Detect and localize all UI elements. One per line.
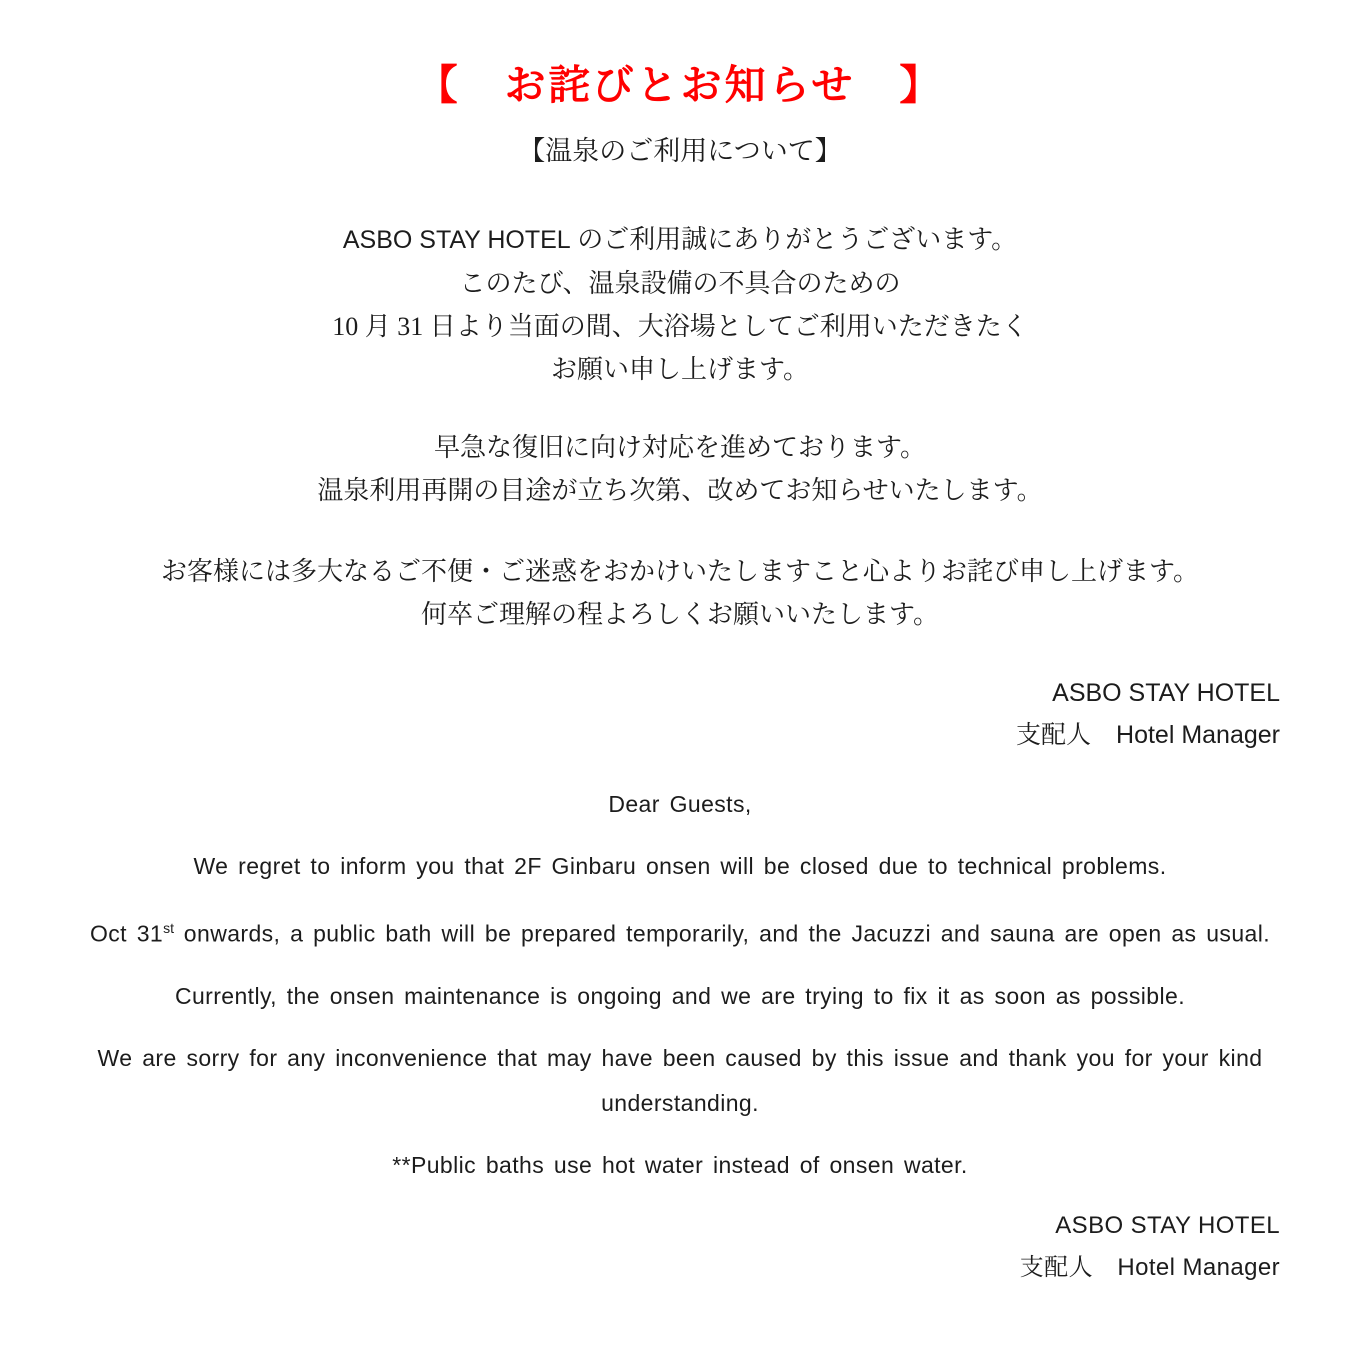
jp-paragraph-restoration <box>80 426 1280 512</box>
japanese-body-section <box>80 218 1280 636</box>
jp-greeting-text: のご利用誠にありがとうございます。 <box>570 225 1018 254</box>
jp-body-line: 温泉利用再開の目途が立ち次第、改めてお知らせいたします。 <box>317 476 1043 505</box>
en-date-rest: onwards, a public bath will be prepared temporarily, and the Jacuzzi and sauna are open as usual. <box>174 920 1271 947</box>
en-date-prefix: Oct 31 <box>89 920 164 947</box>
english-body-section <box>80 782 1280 1188</box>
notice-title: 【 お詫びとお知らせ 】 <box>416 62 944 108</box>
en-signature-hotel: ASBO STAY HOTEL <box>1055 1211 1280 1239</box>
jp-body-line: 早急な復旧に向け対応を進めております。 <box>434 433 926 462</box>
jp-paragraph-greeting <box>80 218 1280 391</box>
en-paragraph-apology: We are sorry for any inconvenience that may have been caused by this issue and thank you for your kind understanding. <box>97 1044 1263 1116</box>
jp-signature-hotel: ASBO STAY HOTEL <box>1052 679 1280 707</box>
jp-body-line: 10 月 31 日より当面の間、大浴場としてご利用いただきたく <box>332 312 1028 341</box>
jp-body-line: このたび、温泉設備の不具合のための <box>459 269 901 298</box>
jp-body-line: お願い申し上げます。 <box>551 355 809 384</box>
en-signature-manager: 支配人 Hotel Manager <box>1019 1253 1280 1281</box>
jp-paragraph-apology <box>80 550 1280 636</box>
en-salutation: Dear Guests, <box>608 791 752 817</box>
jp-body-line: 何卒ご理解の程よろしくお願いいたします。 <box>421 600 939 629</box>
notice-subtitle: 【温泉のご利用について】 <box>518 136 842 166</box>
en-signature-block <box>80 1205 1280 1289</box>
jp-signature-block <box>80 672 1280 756</box>
en-paragraph-maintenance: Currently, the onsen maintenance is ongoing and we are trying to fix it as soon as possible. <box>174 982 1185 1009</box>
en-footnote: **Public baths use hot water instead of onsen water. <box>392 1151 968 1178</box>
jp-body-line: お客様には多大なるご不便・ご迷惑をおかけいたしますこと心よりお詫び申し上げます。 <box>161 557 1199 586</box>
en-date-ordinal-suffix: st <box>163 920 175 936</box>
en-paragraph-public-bath <box>80 906 1280 957</box>
jp-signature-manager: 支配人 Hotel Manager <box>1016 721 1280 749</box>
jp-greeting-line <box>80 218 1280 262</box>
hotel-name-inline: ASBO STAY HOTEL <box>342 226 571 254</box>
en-paragraph-closure: We regret to inform you that 2F Ginbaru onsen will be closed due to technical problems. <box>193 853 1167 879</box>
